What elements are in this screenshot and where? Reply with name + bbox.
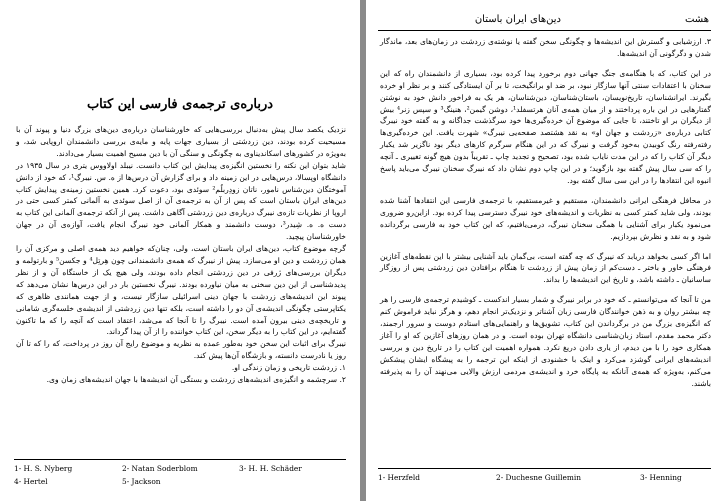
paragraph: ۳. ارزشیابی و گسترش این اندیشه‌ها و چگونگی سخن گفته یا نوشته‌ی زردشت در زمان‌های بعد، ماندگار شدن و دگرگونی آن اندیشه‌ها. [380, 37, 711, 58]
running-title: دین‌های ایران باستان [474, 14, 561, 25]
footnote: 3- H. H. Schäder [239, 464, 302, 473]
page-number: هشت [684, 14, 709, 25]
footnote: 3- Henning [640, 473, 682, 482]
paragraph: در محافل فرهنگی ایرانی دانشمندان، مستقیم و غیرمستقیم، با ترجمه‌ی فارسی این انتقادها آشنا شده بودند، ولی شاید کمتر کسی به نظریات و اندیشه‌های خود نیبرگ دسترسی پیدا کرده بود. ازاین‌رو ضروری می‌نمود یکبار برای آشنایی با همگی سخنان نیبرگ، درمی‌یافتیم، که این کتاب خود به فارسی برگردانده شود و به نقد و نظرش بپردازیم. [380, 195, 711, 241]
right-page-body [380, 36, 711, 389]
running-header [378, 14, 711, 31]
paragraph: نزدیک یکصد سال پیش به‌دنبال بررسی‌هایی که خاورشناسان درباره‌ی دین‌های بزرگ دنیا و پیوند آن با مسیحیت کرده بودند، دین زردشتی از بسیاری جهات پایه و مایه‌ی بررسی دانشمندان اروپایی شد، و به‌ویژه در کشورهای اسکاندیناوی به چگونگی و سنگی آن با دین مسیح اهمیت بسیار می‌دادند. [16, 125, 346, 158]
list-item: ۲. سرچشمه و انگیزه‌ی اندیشه‌های زردشت و بستگی آن اندیشه‌ها با جهان اندیشه‌های زمان وی. [46, 375, 346, 385]
right-footnotes [378, 472, 711, 486]
footnote: 1- H. S. Nyberg [14, 464, 73, 473]
chapter-title: درباره‌ی ترجمه‌ی فارسی این کتاب [86, 97, 274, 112]
list-item: ۱. زردشت تاریخی و زمان زندگی او. [231, 363, 346, 373]
footnote: 1- Herzfeld [378, 473, 420, 482]
paragraph: اما اگر کسی بخواهد دریابد که نیبرگ که چه گفته است، بی‌گمان باید آشنایی بیشتر با این نقطه‌های آغازین فرهنگی خاور و باختر ـ دست‌کم از زمان پیش از زردشت تا هنگام برافتادن دین زردشتی پس از روزگار ساسانیان ـ داشته باشد، و تاریخ این اندیشه‌ها را بداند. [380, 251, 711, 285]
right-page [366, 0, 725, 501]
paragraph: در این کتاب، که با هنگامه‌ی جنگ جهانی دوم برخورد پیدا کرده بود، بسیاری از دانشمندان راه که این سخنان با اعتقادات سنتی آنها سازگار نبود، بر ضد او برانگیخت، تا بر آن ایستادگی کنند و بر نظر او خرده بگیرند. ایرانشناسان، تاریخ‌نویسان، باستان‌شناسان، دین‌شناسان، هر یک به فراخور دانش خود به نوشتن گفتارهایی در این باره پرداختند و از میان همه‌ی آنان هرتسفلد¹، دوشن گیمن²، هنینگ³ و سپس زنر⁴ بیش از دیگران بر او تاختند، تا جایی که موضوع آن خرده‌گیری‌ها خود سرگذشت جداگانه و به گفته خود نیبرگ کتابی درباره‌ی «زردشت و جهان او» به نقد هشتصد صفحه‌یی نیبرگ» شهرت یافت. این خرده‌گیری‌ها رفته‌رفته رنگ کوبیدن به‌خود گرفت و نیبرگ که در این هنگام سرگرم کارهای دیگر بود ناگزیر شد یکبار دیگر آن کتاب را که در این مدت نایاب شده بود، تصحیح و تجدید چاپ ـ تقریباً بدون هیچ گونه تغییری ـ آنچه را که سی سال پیش گفته بود بازگوید؛ و در این چاپ دوم نشان داد که نیبرگ سخنان نیبرگ می‌باید پاسخ انبوه این انتقادها را در این سی سال گفته بود. [380, 68, 711, 185]
footnote: 4- Hertel [14, 477, 48, 486]
footnote-rule [14, 459, 346, 460]
left-footnotes [14, 463, 346, 489]
paragraph: نیبرگ برای اثبات این سخن خود به‌طور عمده به نظریه و موضوع رایج آن روز در پرداخت، که را که تا آن روز یا نادرست دانسته، و بازشگاه آن‌ها پیش کند. [16, 339, 346, 361]
paragraph: شاید بتوان این نکته را نخستین انگیزه‌ی پیدایش این کتاب دانست. نیبلد اولاووس یتری در سال ۱۹۳۵ در دانشگاه اوپسالا، درس‌هایی در این زمینه داد و برای گزارش آن درس‌ها از ه. س. نیبرگ¹، که خود از دانش آموختگان دین‌شناس نامور، ناتان زودِربلُم² سوئدی بود، دعوت کرد. همین نخستین زمینه‌ی پیدایش کتاب دین‌های ایران باستان است که پس از آن به ترجمه‌ی آن از اصل سوئدی به آلمانی کمتر کسی حتی در اروپا از نظریات تازه‌ی نیبرگ درباره‌ی دین زردشتی آگاهی داشت. پس از آنکه ترجمه‌ی آلمانی این کتاب به دست ه. ه. شِیدر³، دوست دانشمند و همکار آلمانی خود نیبرگ انجام یافت، آوازه‌ی آن در جهان خاورشناسان پیچید. [16, 160, 347, 242]
left-page [0, 0, 360, 501]
paragraph: گرچه موضوع کتاب، دین‌های ایران باستان است، ولی، چنان‌که خواهیم دید همه‌ی اصلی و مرکزی آن را همان زردشت و دین او می‌سازد. پیش از نیبرگ که همه‌ی دانشمندانی چون هِرتِل⁴ و جکسن⁵ و بارتولمه و دیگران بررسی‌های ژرفی در دین زردشتی انجام داده بودند، ولی هیچ یک از خاستگاه آن و از نظر پدیدشناسی از این دین سخنی به میان نیاورده بودند. نیبرگ نخستین بار در این درس‌ها نشان می‌دهد که پیوند این اندیشه‌های زردشت با جهان دینی اسرائیلی سازگار نیست، و از جهت همانندی ظاهری که یکتاپرستی چگونگی اندیشه‌ی آن دو را داشته است، بلکه تنها دین زردشتی از اندیشه‌ی خلسه‌گری شامانی و تاریخچه‌ی دینی بیرون آمده است. نیبرگ را تا آنجا که می‌شد، اعتقاد است که آنچه را که ما تاکنون گفته‌ایم، در این کتاب را به دیگر سخن، این کتاب خواننده را از آن پیدا گرداند. [16, 244, 347, 337]
footnote: 5- Jackson [122, 477, 161, 486]
footnote: 2- Natan Soderblom [122, 464, 198, 473]
paragraph: من تا آنجا که می‌توانستم ـ که خود در برابر نیبرگ و شمار بسیار اندکست ـ کوشیدم ترجمه‌ی فارسی را هر چه بیشتر روان و به ذهن خوانندگان فارسی زبان آشناتر و نزدیک‌تر انجام دهم، و هرگز نباید فراموش کنم که انگیزه‌ی بزرگ من در برگرداندن این کتاب، تشویق‌ها و راهنمایی‌های استادم دوست و سرور ارجمند، دکتر محمد مقدم، استاد زبان‌شناسی دانشگاه تهران بوده است. و در همان روزهای آغازین که او را آغاز همکاری خود را با من دیدم، از یاری دادن دریغ نکرد. همواره اهمیت این کتاب را در تاریخ دین و بررسی اندیشه‌های ایرانی گوشزد می‌کرد و اینک با خشنودی از اینکه این ترجمه را به پیشگاه ایشان پیشکش می‌کنم، به‌ویژه که همه‌ی آنانکه به پایگاه خرد و اندیشه‌ی مردمی ارزش والایی می‌نهند آن را به پذیرفته باشند. [380, 295, 711, 388]
footnote: 2- Duchesne Guillemin [496, 473, 582, 482]
footnote-rule [378, 468, 711, 469]
left-page-body [16, 124, 346, 386]
